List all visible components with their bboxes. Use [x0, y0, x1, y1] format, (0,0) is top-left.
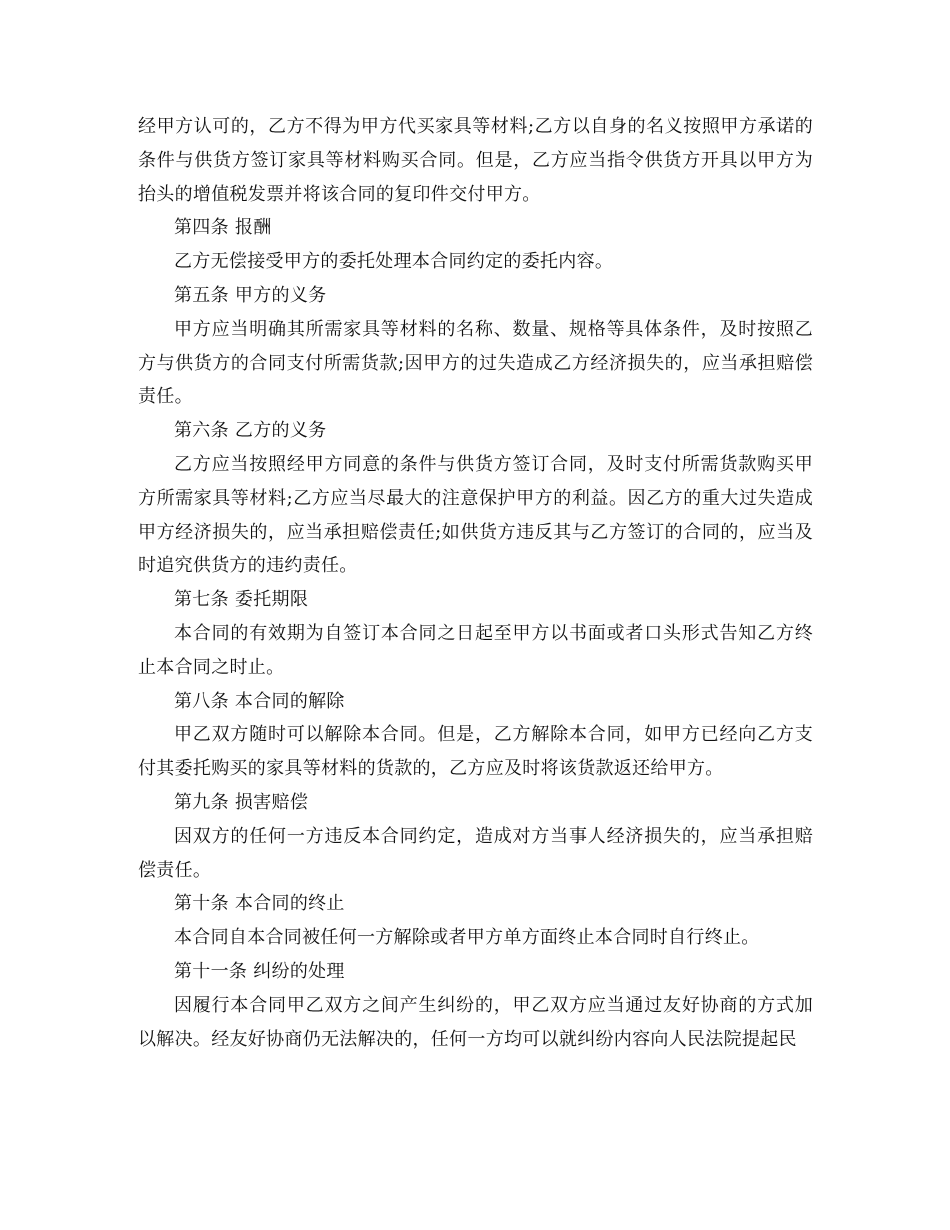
clause-body-10: 本合同自本合同被任何一方解除或者甲方单方面终止本合同时自行终止。	[174, 927, 760, 949]
clause-body-6: 乙方应当按照经甲方同意的条件与供货方签订合同，及时支付所需货款购买甲方所需家具等材料;乙方应当尽最大的注意保护甲方的利益。因乙方的重大过失造成甲方经济损失的，应当承担赔偿责任;如供货方违反其与乙方签订的合同的，应当及时追究供货方的违约责任。	[138, 453, 813, 577]
clause-body-11: 因履行本合同甲乙双方之间产生纠纷的，甲乙双方应当通过友好协商的方式加以解决。经友好协商仍无法解决的，任何一方均可以就纠纷内容向人民法院提起民	[138, 994, 813, 1050]
clause-body-9: 因双方的任何一方违反本合同约定，造成对方当事人经济损失的，应当承担赔偿责任。	[138, 825, 813, 881]
clause-heading-7: 第七条 委托期限	[174, 589, 309, 611]
clause-body-7: 本合同的有效期为自签订本合同之日起至甲方以书面或者口头形式告知乙方终止本合同之时止。	[138, 622, 813, 678]
clause-heading-9: 第九条 损害赔偿	[174, 791, 309, 813]
clause-heading-8: 第八条 本合同的解除	[174, 690, 345, 712]
clause-body-5: 甲方应当明确其所需家具等材料的名称、数量、规格等具体条件，及时按照乙方与供货方的合同支付所需货款;因甲方的过失造成乙方经济损失的，应当承担赔偿责任。	[138, 318, 813, 408]
clause-body-8: 甲乙双方随时可以解除本合同。但是，乙方解除本合同，如甲方已经向乙方支付其委托购买的家具等材料的货款的，乙方应及时将该货款返还给甲方。	[138, 724, 813, 780]
clause-heading-10: 第十条 本合同的终止	[174, 893, 345, 915]
document-body	[138, 110, 813, 1056]
clause-heading-4: 第四条 报酬	[174, 217, 272, 239]
paragraph-continuation: 经甲方认可的，乙方不得为甲方代买家具等材料;乙方以自身的名义按照甲方承诺的条件与供货方签订家具等材料购买合同。但是，乙方应当指令供货方开具以甲方为抬头的增值税发票并将该合同的复印件交付甲方。	[138, 116, 813, 205]
clause-body-4: 乙方无偿接受甲方的委托处理本合同约定的委托内容。	[174, 251, 614, 273]
clause-heading-11: 第十一条 纠纷的处理	[174, 960, 345, 982]
clause-heading-6: 第六条 乙方的义务	[174, 420, 327, 442]
clause-heading-5: 第五条 甲方的义务	[174, 284, 327, 306]
